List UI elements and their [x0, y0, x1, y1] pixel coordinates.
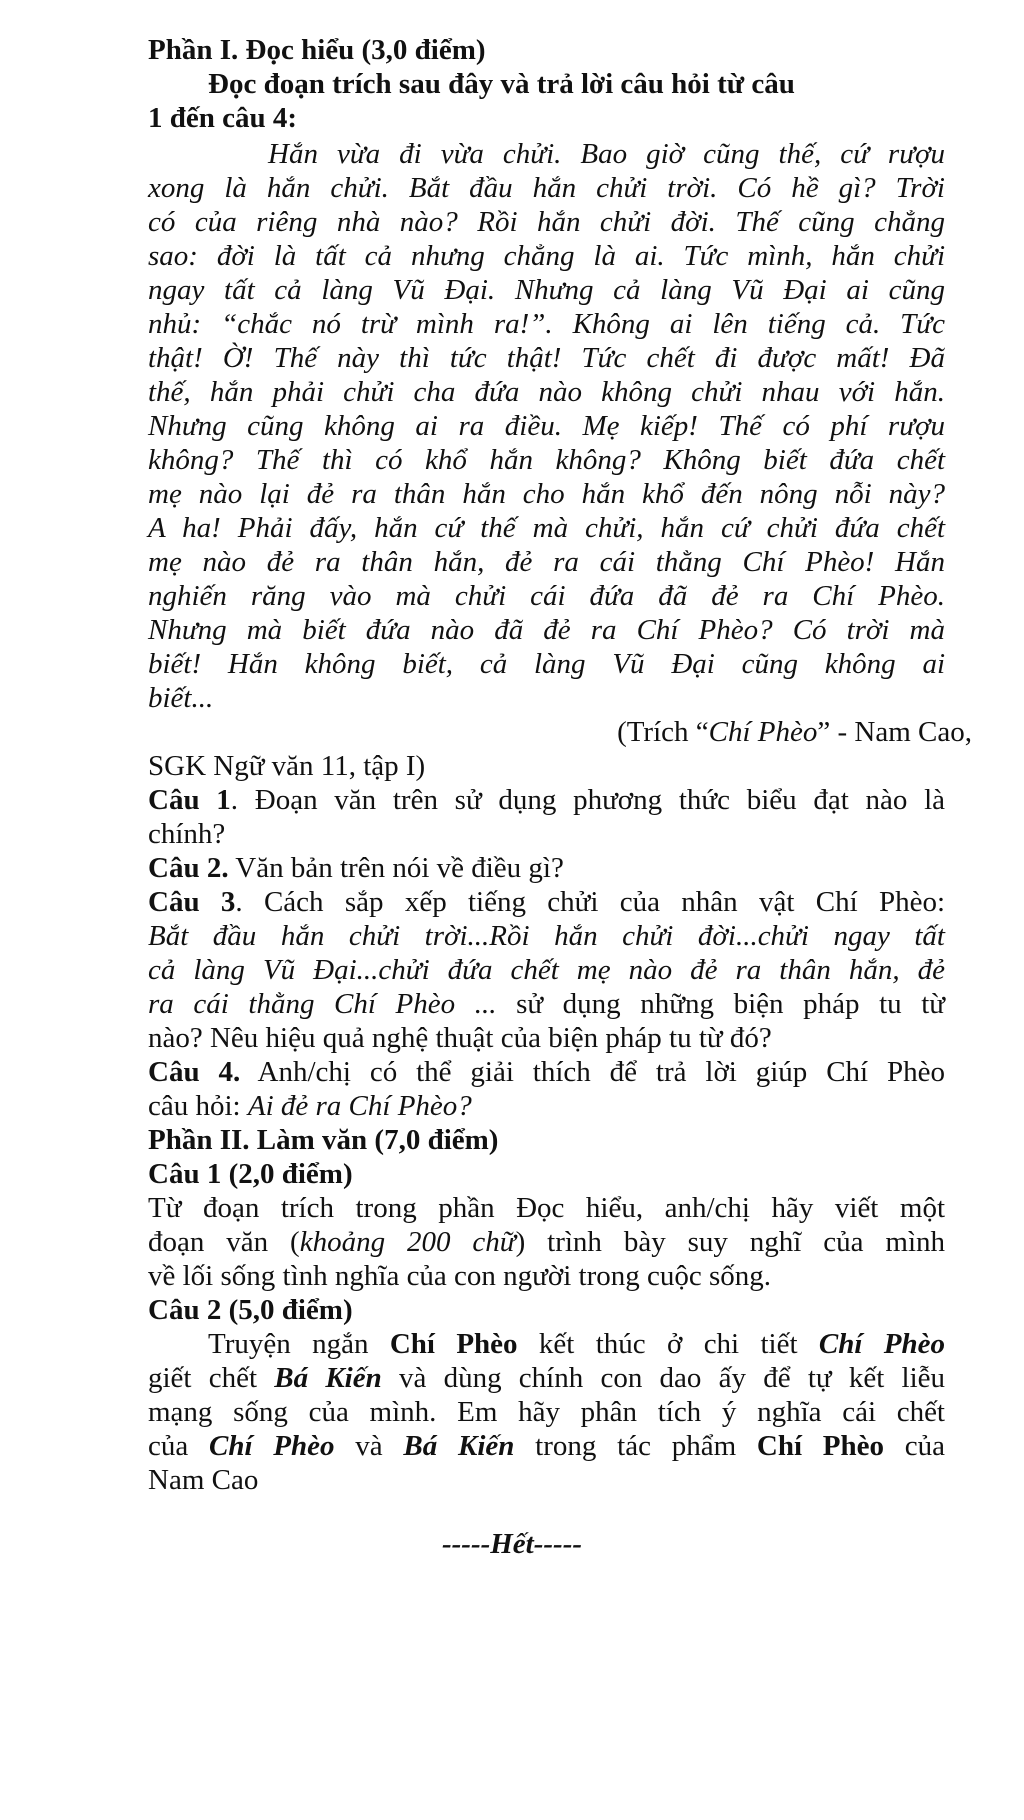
passage-line: nhủ: “chắc nó trừ mình ra!”. Không ai lên tiếng cả. Tức: [148, 308, 945, 340]
passage-line: Hắn vừa đi vừa chửi. Bao giờ cũng thế, cứ rượu: [268, 138, 945, 170]
passage-line: xong là hắn chửi. Bắt đầu hắn chửi trời. Có hề gì? Trời: [148, 172, 945, 204]
passage-line: biết...: [148, 682, 214, 714]
part2-c2-text: của Chí Phèo và Bá Kiến trong tác phẩm Chí Phèo của: [148, 1430, 946, 1462]
part2-heading: Phần II. Làm văn (7,0 điểm): [148, 1124, 499, 1156]
passage-line: A ha! Phải đấy, hắn cứ thế mà chửi, hắn cứ chửi đứa chết: [148, 512, 945, 544]
citation-source: SGK Ngữ văn 11, tập I): [148, 750, 426, 782]
passage-line: biết! Hắn không biết, cả làng Vũ Đại cũng không ai: [148, 648, 945, 680]
part2-c1-heading: Câu 1 (2,0 điểm): [148, 1158, 353, 1190]
part2-c2-text: Nam Cao: [148, 1464, 259, 1496]
passage-line: thế, hắn phải chửi cha đứa nào không chửi nhau với hắn.: [148, 376, 945, 408]
part2-c2-text: giết chết Bá Kiến và dùng chính con dao ấy để tự kết liễu: [148, 1362, 945, 1394]
question-3-quote: Bắt đầu hắn chửi trời...Rồi hắn chửi đời...chửi ngay tất: [148, 920, 945, 952]
question-1-cont: chính?: [148, 818, 226, 850]
passage-line: sao: đời là tất cả nhưng chẳng là ai. Tức mình, hắn chửi: [148, 240, 945, 272]
question-4: Câu 4. Anh/chị có thể giải thích để trả lời giúp Chí Phèo: [148, 1056, 945, 1088]
passage-line: không? Thế thì có khổ hắn không? Không biết đứa chết: [148, 444, 945, 476]
part2-c1-text: đoạn văn (khoảng 200 chữ) trình bày suy nghĩ của mình: [148, 1226, 946, 1258]
question-3-quote: cả làng Vũ Đại...chửi đứa chết mẹ nào đẻ ra thân hắn, đẻ: [148, 954, 945, 986]
passage-line: mẹ nào lại đẻ ra thân hắn cho hắn khổ đến nông nỗi này?: [148, 478, 945, 510]
question-2: Câu 2. Văn bản trên nói về điều gì?: [148, 852, 564, 884]
part1-instruction-cont: 1 đến câu 4:: [148, 102, 298, 134]
passage-line: Nhưng mà biết đứa nào đã đẻ ra Chí Phèo? Có trời mà: [148, 614, 945, 646]
part2-c2-text: Truyện ngắn Chí Phèo kết thúc ở chi tiết Chí Phèo: [208, 1328, 945, 1360]
part2-c2-text: mạng sống của mình. Em hãy phân tích ý nghĩa cái chết: [148, 1396, 945, 1428]
passage-line: ngay tất cả làng Vũ Đại. Nhưng cả làng Vũ Đại ai cũng: [148, 274, 945, 306]
passage-line: nghiến răng vào mà chửi cái đứa đã đẻ ra Chí Phèo.: [148, 580, 945, 612]
passage-line: thật! Ờ! Thế này thì tức thật! Tức chết đi được mất! Đã: [148, 342, 945, 374]
question-1: Câu 1. Đoạn văn trên sử dụng phương thức biểu đạt nào là: [148, 784, 945, 816]
citation: (Trích “Chí Phèo” - Nam Cao,: [617, 716, 972, 748]
question-3-cont: ra cái thằng Chí Phèo ... sử dụng những biện pháp tu từ: [148, 988, 945, 1020]
part2-c1-text: về lối sống tình nghĩa của con người trong cuộc sống.: [148, 1260, 772, 1292]
part2-c2-heading: Câu 2 (5,0 điểm): [148, 1294, 353, 1326]
end-marker: -----Hết-----: [441, 1528, 583, 1560]
part1-heading: Phần I. Đọc hiểu (3,0 điểm): [148, 34, 486, 66]
part1-instruction: Đọc đoạn trích sau đây và trả lời câu hỏi từ câu: [208, 68, 795, 100]
passage-line: mẹ nào đẻ ra thân hắn, đẻ ra cái thằng Chí Phèo! Hắn: [148, 546, 945, 578]
part2-c1-text: Từ đoạn trích trong phần Đọc hiểu, anh/chị hãy viết một: [148, 1192, 945, 1224]
question-4-cont: câu hỏi: Ai đẻ ra Chí Phèo?: [148, 1090, 472, 1122]
passage-line: Nhưng cũng không ai ra điều. Mẹ kiếp! Thế có phí rượu: [148, 410, 945, 442]
passage-line: có của riêng nhà nào? Rồi hắn chửi đời. Thế cũng chẳng: [148, 206, 945, 238]
question-3: Câu 3. Cách sắp xếp tiếng chửi của nhân vật Chí Phèo:: [148, 886, 945, 918]
question-3-cont: nào? Nêu hiệu quả nghệ thuật của biện pháp tu từ đó?: [148, 1022, 772, 1054]
